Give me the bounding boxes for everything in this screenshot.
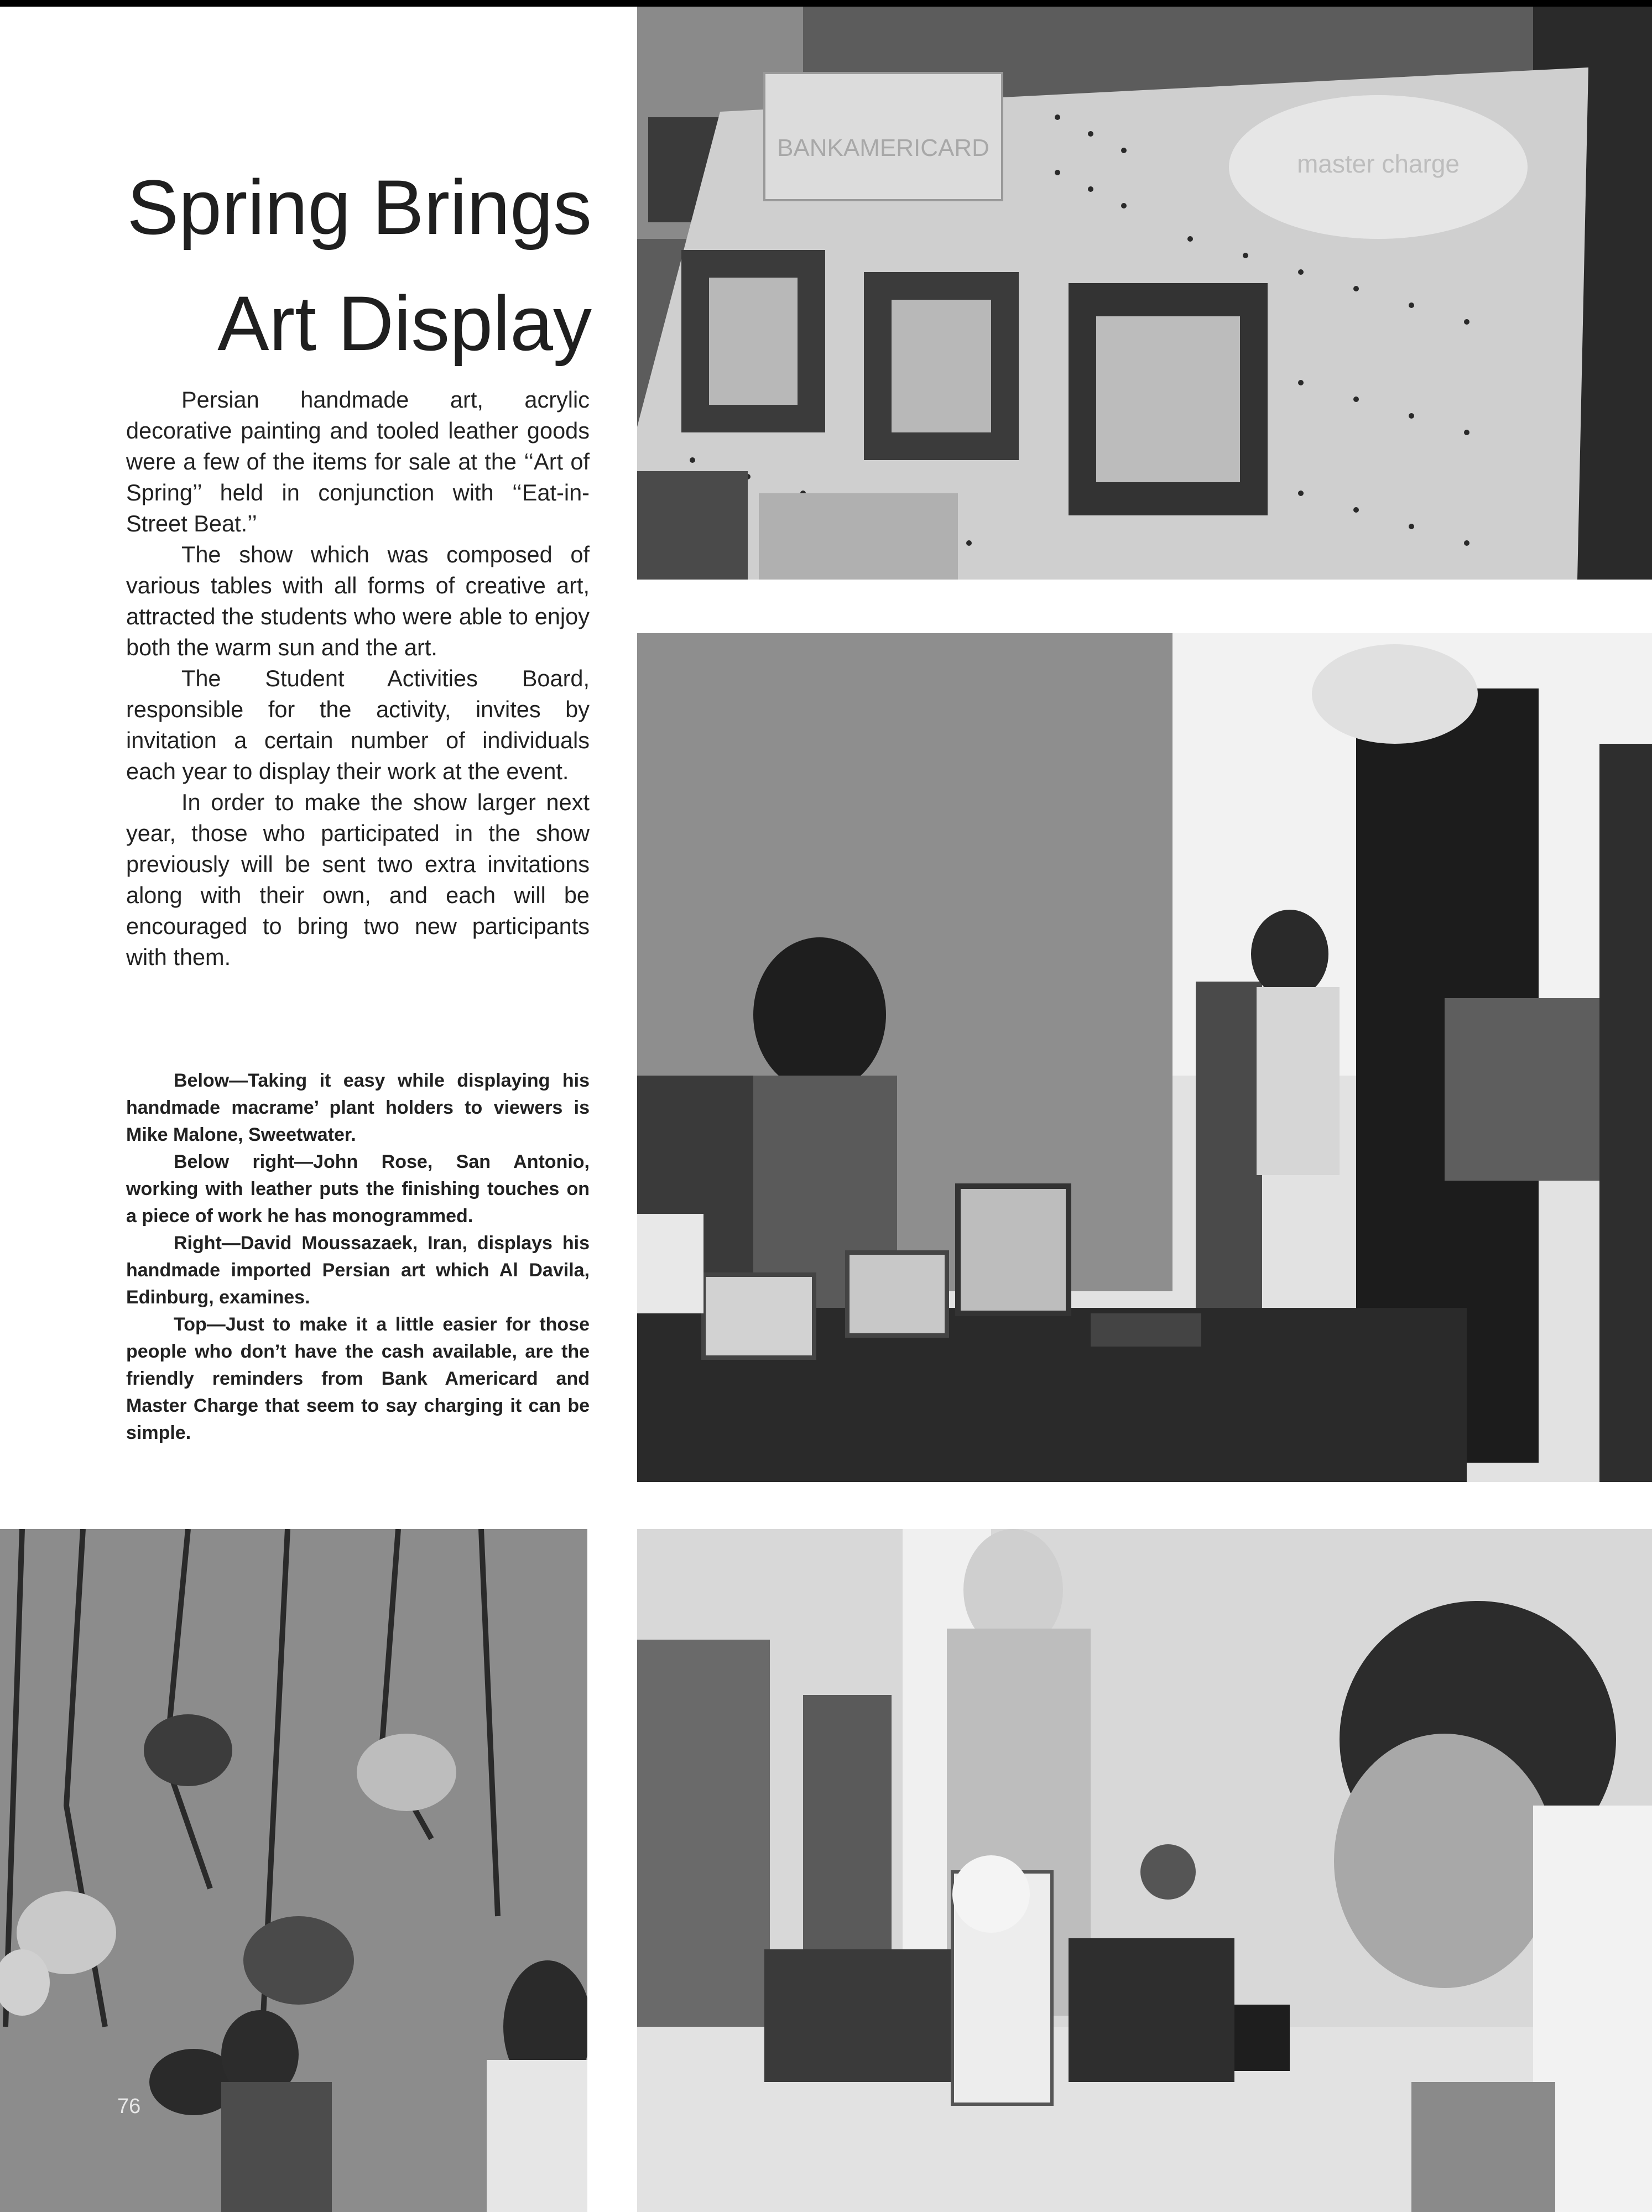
master-charge-sign: master charge	[1296, 149, 1460, 178]
caption-below-right: Below right—John Rose, San Antonio, working with leather puts the finishing touches on a piece of work he has monogrammed.	[126, 1151, 590, 1227]
top-rule	[0, 0, 1652, 7]
caption-right: Right—David Moussazaek, Iran, displays his handmade imported Persian art which Al Davila, Edinburg, examines.	[126, 1233, 590, 1308]
body-paragraph: Persian handmade art, acrylic decorative painting and tooled leather goods were a few of the items for sale at the ‘‘Art of Spring’’ held in conjunction with ‘‘Eat-in-Street Beat.’’	[126, 387, 590, 536]
article-title	[111, 149, 592, 382]
photo-leather-working	[637, 1529, 1652, 2212]
photo-captions	[126, 1067, 590, 1447]
title-line-1: Spring Brings	[127, 164, 592, 251]
caption-below: Below—Taking it easy while displaying his handmade macrame’ plant holders to viewers is Mike Malone, Sweetwater.	[126, 1070, 590, 1145]
photo-persian-art-table	[637, 633, 1652, 1482]
body-paragraph: In order to make the show larger next year, those who participated in the show previously will be sent two extra invitations along with their own, and each will be encouraged to bring two new participants with them.	[126, 789, 590, 970]
body-paragraph: The Student Activities Board, responsible for the activity, invites by invitation a certain number of individuals each year to display their work at the event.	[126, 665, 590, 784]
caption-top: Top—Just to make it a little easier for those people who don’t have the cash available, are the friendly reminders from Bank Americard and Master Charge that seem to say charging it can be simple.	[126, 1314, 590, 1443]
page-number: 76	[117, 2095, 141, 2118]
photo-pegboard-frames	[637, 7, 1652, 580]
bankamericard-sign: BANKAMERICARD	[777, 134, 989, 161]
article-body	[126, 384, 590, 973]
title-line-2: Art Display	[217, 280, 592, 367]
body-paragraph: The show which was composed of various tables with all forms of creative art, attracted the students who were able to enjoy both the warm sun and the art.	[126, 541, 590, 660]
photo-macrame-plant-holders	[0, 1529, 587, 2212]
